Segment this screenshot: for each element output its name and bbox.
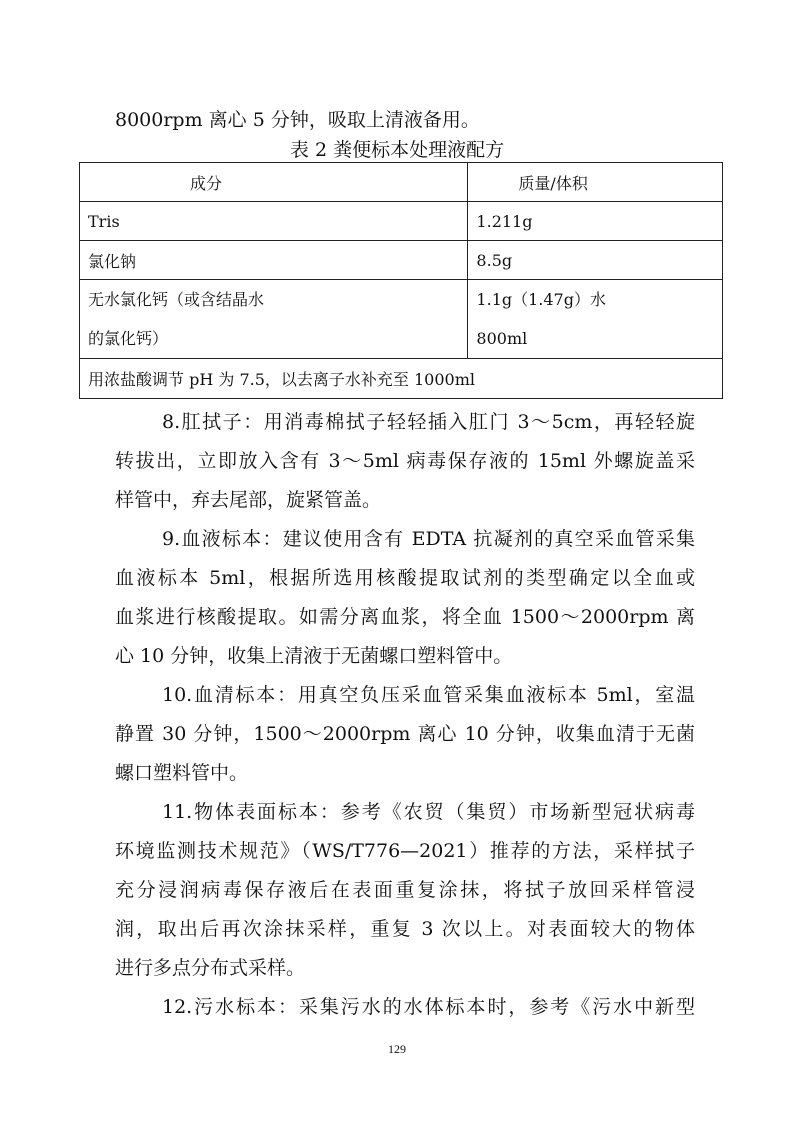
cell-amount	[468, 280, 723, 359]
table-row	[80, 280, 723, 359]
text-line: 12.污水标本：采集污水的水体标本时，参考《污水中新型	[162, 996, 695, 1018]
cell-line: 800ml	[476, 329, 528, 348]
text-line: 润，取出后再次涂抹采样，重复 3 次以上。对表面较大的物体	[115, 918, 695, 940]
cell-line: 无水氯化钙（或含结晶水	[88, 290, 265, 309]
table-row	[80, 202, 723, 241]
text-line: 11.物体表面标本：参考《农贸（集贸）市场新型冠状病毒	[162, 801, 695, 823]
text-line: 环境监测技术规范》（WS/T776—2021）推荐的方法，采样拭子	[115, 840, 695, 862]
text-line: 螺口塑料管中。	[115, 762, 249, 784]
text-line: 样管中，弃去尾部，旋紧管盖。	[115, 489, 382, 511]
formula-table	[79, 162, 723, 399]
cell-amount: 1.211g	[468, 202, 723, 241]
cell-line: 1.1g（1.47g）水	[476, 290, 606, 309]
cell-component: Tris	[80, 202, 468, 241]
cell-component: 氯化钠	[80, 241, 468, 280]
table-row	[80, 241, 723, 280]
text-line: 血浆进行核酸提取。如需分离血浆，将全血 1500～2000rpm 离	[115, 606, 695, 628]
text-line: 9.血液标本：建议使用含有 EDTA 抗凝剂的真空采血管采集	[162, 528, 695, 550]
table-caption: 表 2 粪便标本处理液配方	[289, 139, 505, 161]
text-line: 进行多点分布式采样。	[115, 957, 306, 979]
page-number: 129	[388, 1042, 406, 1056]
header-component: 成分	[80, 163, 468, 202]
cell-amount: 8.5g	[468, 241, 723, 280]
cell-component	[80, 280, 468, 359]
table-note: 用浓盐酸调节 pH 为 7.5，以去离子水补充至 1000ml	[80, 359, 723, 399]
text-line: 血液标本 5ml，根据所选用核酸提取试剂的类型确定以全血或	[115, 567, 695, 589]
text-line: 充分浸润病毒保存液后在表面重复涂抹，将拭子放回采样管浸	[115, 879, 695, 901]
text-line: 心 10 分钟，收集上清液于无菌螺口塑料管中。	[115, 645, 513, 667]
cell-line: 的氯化钙）	[88, 329, 169, 348]
intro-line: 8000rpm 离心 5 分钟，吸取上清液备用。	[115, 109, 480, 131]
header-amount: 质量/体积	[468, 163, 723, 202]
text-line: 10.血清标本：用真空负压采血管采集血液标本 5ml，室温	[162, 684, 695, 706]
table-note-row	[80, 359, 723, 399]
text-line: 转拔出，立即放入含有 3～5ml 病毒保存液的 15ml 外螺旋盖采	[115, 450, 695, 472]
text-line: 静置 30 分钟，1500～2000rpm 离心 10 分钟，收集血清于无菌	[115, 723, 695, 745]
table-header-row	[80, 163, 723, 202]
text-line: 8.肛拭子：用消毒棉拭子轻轻插入肛门 3～5cm，再轻轻旋	[162, 411, 695, 433]
